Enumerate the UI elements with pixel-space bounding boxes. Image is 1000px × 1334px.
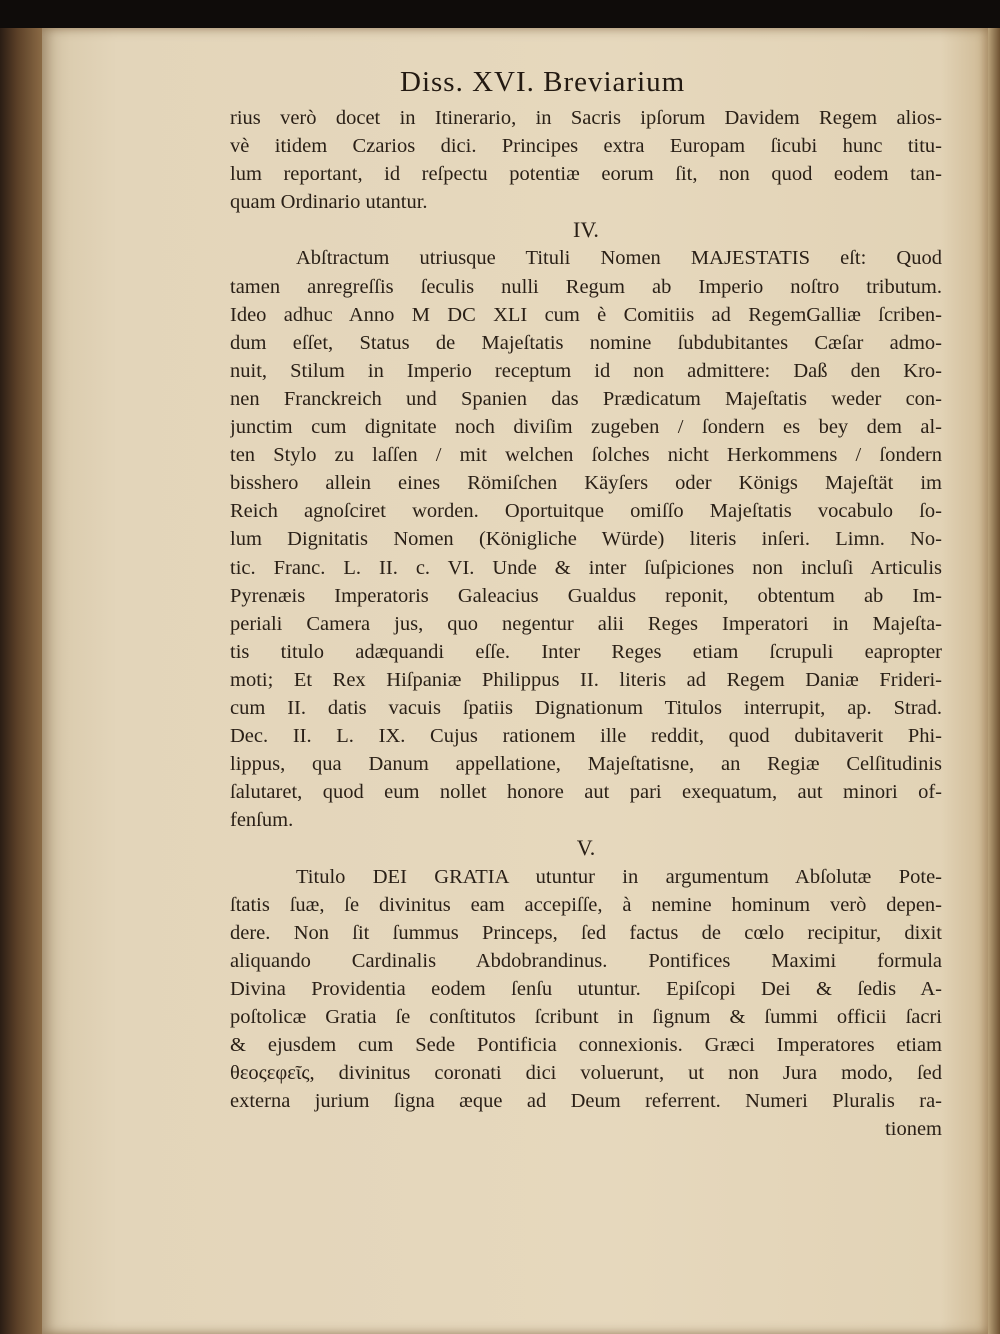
text-line: rius verò docet in Itinerario, in Sacris ipſorum Davidem Regem alios- xyxy=(230,107,942,129)
text-line: vè itidem Czarios dici. Principes extra Europam ſicubi hunc titu- xyxy=(230,135,942,158)
text-line: tamen anregreſſis ſeculis nulli Regum ab Imperio noſtro tributum. xyxy=(230,275,942,298)
text-line: Reich agnoſciret worden. Oportuitque omiſſo Majeſtatis vocabulo ſo- xyxy=(230,500,942,523)
text-line: cum II. datis vacuis ſpatiis Dignationum Titulos interrupit, ap. Strad. xyxy=(230,696,942,719)
text-line: tic. Franc. L. II. c. VI. Unde & inter ſuſpiciones non incluſi Articulis xyxy=(230,556,942,579)
text-line: dere. Non ſit ſummus Princeps, ſed factus de cœlo recipitur, dixit xyxy=(230,921,942,944)
text-line: θεοςεφεῖς, divinitus coronati dici voluerunt, ut non Jura modo, ſed xyxy=(230,1062,942,1085)
text-line: quam Ordinario utantur. xyxy=(230,191,428,214)
text-line: moti; Et Rex Hiſpaniæ Philippus II. literis ad Regem Daniæ Frideri- xyxy=(230,668,942,691)
text-line: nuit, Stilum in Imperio receptum id non admittere: Daß den Kro- xyxy=(230,359,942,382)
text-line: aliquando Cardinalis Abdobrandinus. Pontifices Maximi formula xyxy=(230,949,942,972)
body-text xyxy=(230,104,942,1143)
text-line: tis titulo adæquandi eſſe. Inter Reges etiam ſcrupuli eapropter xyxy=(230,640,942,663)
scan-border-top xyxy=(0,0,1000,28)
text-line: ten Stylo zu laſſen / mit welchen ſolches nicht Herkommens / ſondern xyxy=(230,444,942,467)
text-line: Ideo adhuc Anno M DC XLI cum è Comitiis ad RegemGalliæ ſcriben- xyxy=(230,303,942,326)
text-line: Abſtractum utriusque Tituli Nomen MAJESTATIS eſt: Quod xyxy=(296,247,942,270)
text-line: lippus, qua Danum appellatione, Majeſtatisne, an Regiæ Celſitudinis xyxy=(230,753,942,776)
text-line: tionem xyxy=(885,1118,942,1141)
text-line: poſtolicæ Gratia ſe conſtitutos ſcribunt in ſignum & ſummi officii ſacri xyxy=(230,1006,942,1028)
text-line: junctim cum dignitate noch diviſim zugeben / ſondern es bey dem al- xyxy=(230,416,942,439)
text-line: lum reportant, id reſpectu potentiæ eorum ſit, non quod eodem tan- xyxy=(230,163,942,186)
text-line: IV. xyxy=(573,217,599,243)
running-header: Diss. XVI. Breviarium xyxy=(400,66,686,98)
text-line: lum Dignitatis Nomen (Königliche Würde) literis inſeri. Limn. No- xyxy=(230,528,942,551)
text-line: V. xyxy=(576,835,596,861)
text-line: nen Franckreich und Spanien das Prædicatum Majeſtatis weder con- xyxy=(230,387,942,410)
text-line: externa jurium ſigna æque ad Deum referrent. Numeri Pluralis ra- xyxy=(230,1090,942,1113)
text-line: & ejusdem cum Sede Pontificia connexionis. Græci Imperatores etiam xyxy=(230,1034,942,1057)
text-line: ſtatis ſuæ, ſe divinitus eam accepiſſe, à nemine hominum verò depen- xyxy=(230,893,942,916)
text-line: fenſum. xyxy=(230,809,294,832)
text-line: Titulo DEI GRATIA utuntur in argumentum Abſolutæ Pote- xyxy=(296,865,942,888)
text-line: Pyrenæis Imperatoris Galeacius Gualdus reponit, obtentum ab Im- xyxy=(230,584,942,607)
text-line: Dec. II. L. IX. Cujus rationem ille reddit, quod dubitaverit Phi- xyxy=(230,725,942,748)
text-line: periali Camera jus, quo negentur alii Reges Imperatori in Majeſta- xyxy=(230,612,942,635)
page-edge xyxy=(988,28,1000,1334)
text-line: bisshero allein eines Römiſchen Käyſers oder Königs Majeſtät im xyxy=(230,472,942,495)
text-line: Divina Providentia eodem ſenſu utuntur. Epiſcopi Dei & ſedis A- xyxy=(230,977,942,1000)
text-line: ſalutaret, quod eum nollet honore aut pari exequatum, aut minori of- xyxy=(230,781,942,804)
text-line: dum eſſet, Status de Majeſtatis nomine ſubdubitantes Cæſar admo- xyxy=(230,331,942,354)
book-gutter xyxy=(0,28,42,1334)
